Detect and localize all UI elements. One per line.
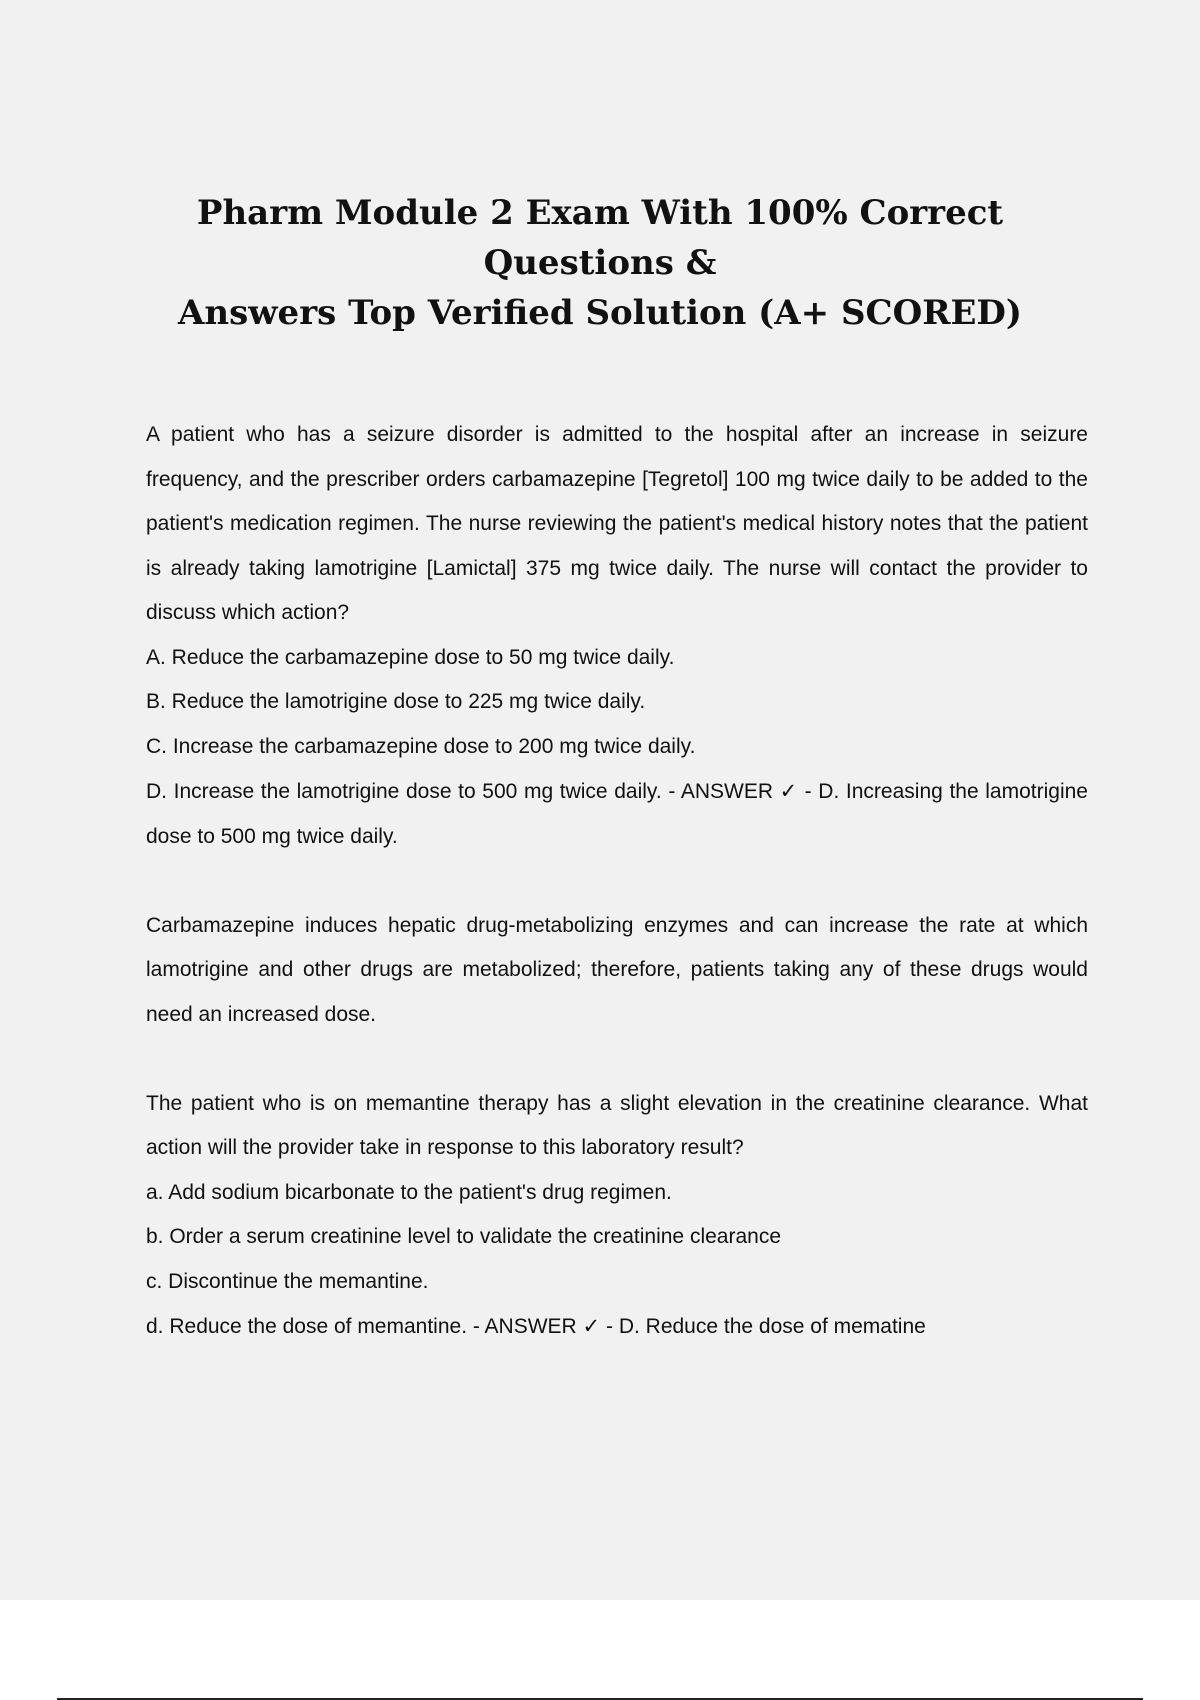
question-2-option-a: a. Add sodium bicarbonate to the patient's drug regimen. bbox=[146, 1180, 672, 1204]
document-body bbox=[146, 413, 1088, 1350]
checkmark-icon: ✓ bbox=[582, 1314, 601, 1338]
question-1-option-a: A. Reduce the carbamazepine dose to 50 mg twice daily. bbox=[146, 645, 675, 669]
question-2-answer-prefix: - ANSWER bbox=[467, 1315, 583, 1338]
question-1-answer-prefix: - ANSWER bbox=[661, 780, 780, 803]
question-2-answer-text: - D. Reduce the dose of mematine bbox=[600, 1315, 926, 1338]
question-1-rationale: Carbamazepine induces hepatic drug-metabolizing enzymes and can increase the rate at which lamotrigine and other drugs are metabolized; therefore, patients taking any of these drugs would need an increased dose. bbox=[146, 913, 1088, 1026]
question-2-option-b: b. Order a serum creatinine level to validate the creatinine clearance bbox=[146, 1225, 782, 1248]
question-2-option-c: c. Discontinue the memantine. bbox=[146, 1269, 429, 1293]
question-1-option-c: C. Increase the carbamazepine dose to 200 mg twice daily. bbox=[146, 734, 696, 758]
checkmark-icon: ✓ bbox=[779, 779, 799, 803]
document-title bbox=[100, 188, 1100, 338]
question-2-option-d: d. Reduce the dose of memantine. bbox=[146, 1315, 468, 1338]
title-line-2: Answers Top Verified Solution (A+ SCORED) bbox=[178, 293, 1022, 333]
question-1-option-d-answer bbox=[146, 769, 1088, 859]
question-2-stem: The patient who is on memantine therapy has a slight elevation in the creatinine clearance. What action will the provider take in response to this laboratory result? bbox=[146, 1091, 1088, 1159]
question-1-answer-text: - D. Increasing the lamotrigine dose to 500 mg twice daily. bbox=[146, 780, 1088, 848]
question-2-option-d-answer bbox=[146, 1304, 1088, 1350]
question-1-option-d: D. Increase the lamotrigine dose to 500 mg twice daily. bbox=[146, 780, 662, 803]
title-line-1: Pharm Module 2 Exam With 100% Correct Questions & bbox=[196, 193, 1004, 283]
question-1-option-b: B. Reduce the lamotrigine dose to 225 mg twice daily. bbox=[146, 690, 646, 713]
question-1-stem: A patient who has a seizure disorder is admitted to the hospital after an increase in seizure frequency, and the prescriber orders carbamazepine [Tegretol] 100 mg twice daily to be added to the patient's medication regimen. The nurse reviewing the patient's medical history notes that the patient is already taking lamotrigine [Lamictal] 375 mg twice daily. The nurse will contact the provider to discuss which action? bbox=[146, 423, 1088, 624]
